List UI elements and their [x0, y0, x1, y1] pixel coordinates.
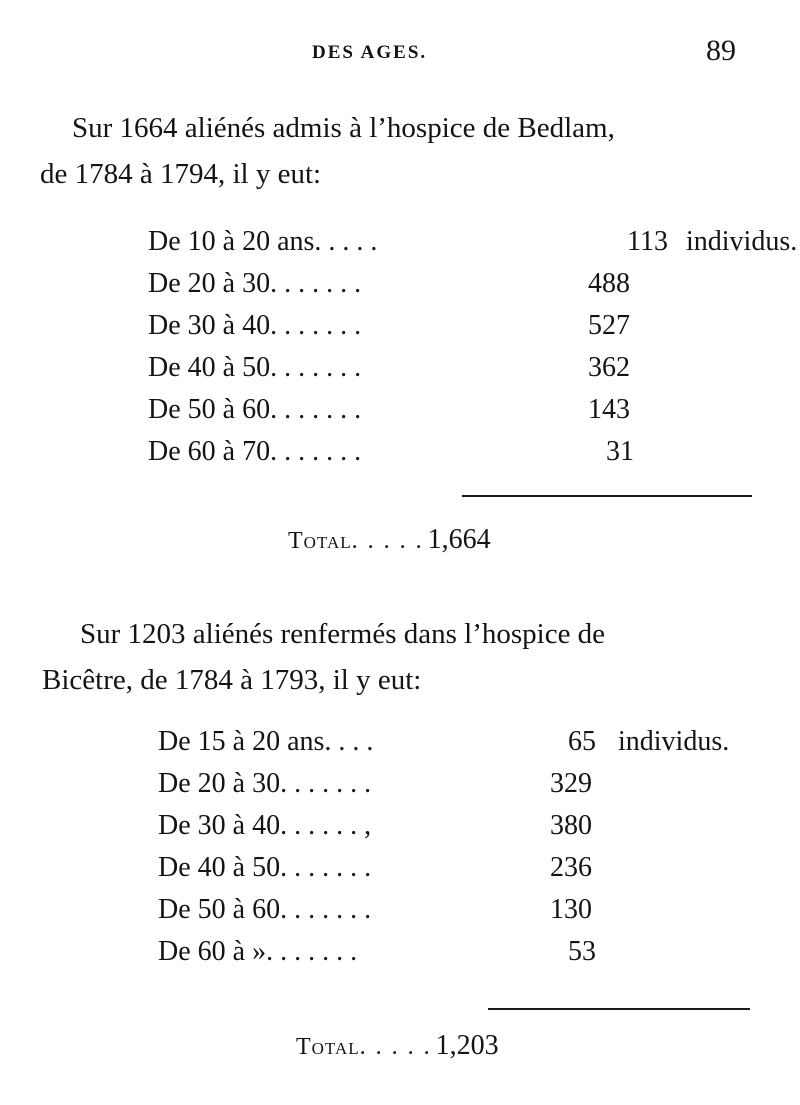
total-rule	[462, 495, 752, 497]
age-range: De 10 à 20 ans. . . . .	[148, 226, 378, 257]
table-row	[148, 222, 798, 262]
table-row	[158, 806, 768, 846]
table-row	[158, 890, 768, 930]
age-range: De 15 à 20 ans. . . .	[158, 726, 374, 757]
section2-intro-line1: Sur 1203 aliénés renfermés dans l’hospice de	[80, 618, 606, 650]
count-value: 31	[606, 436, 634, 467]
table-row	[148, 264, 768, 304]
age-range: De 40 à 50. . . . . . .	[148, 352, 362, 383]
table-row	[148, 390, 768, 430]
count-value: 113	[627, 226, 668, 257]
table-row	[158, 722, 768, 762]
page-header	[0, 34, 800, 78]
count-value: 236	[550, 852, 592, 883]
count-value: 53	[568, 936, 596, 967]
age-range: De 30 à 40. . . . . . ,	[158, 810, 372, 841]
count-value: 143	[588, 394, 630, 425]
total-label: Total	[288, 528, 352, 554]
table-row	[148, 348, 768, 388]
count-value: 130	[550, 894, 592, 925]
total-rule	[488, 1008, 750, 1010]
count-unit: individus.	[618, 726, 730, 757]
age-range: De 20 à 30. . . . . . .	[158, 768, 372, 799]
table-row	[148, 306, 768, 346]
total-dots: . . . . .	[351, 528, 424, 554]
age-range: De 60 à 70. . . . . . .	[148, 436, 362, 467]
section1-intro-line1: Sur 1664 aliénés admis à l’hospice de Bedlam,	[72, 112, 615, 144]
count-value: 380	[550, 810, 592, 841]
page-number: 89	[706, 34, 736, 67]
total-value: 1,664	[427, 524, 491, 555]
age-range: De 20 à 30. . . . . . .	[148, 268, 362, 299]
running-title: DES AGES.	[312, 42, 428, 63]
age-range: De 60 à ». . . . . . .	[158, 936, 358, 967]
table-row	[158, 848, 768, 888]
section1-intro-line2: de 1784 à 1794, il y eut:	[40, 158, 322, 190]
total-value: 1,203	[435, 1030, 499, 1061]
table-row	[148, 432, 768, 472]
count-value: 329	[550, 768, 592, 799]
total-row	[296, 1026, 499, 1066]
section2-intro-line2: Bicêtre, de 1784 à 1793, il y eut:	[42, 664, 422, 696]
table-row	[158, 932, 768, 972]
age-range: De 50 à 60. . . . . . .	[158, 894, 372, 925]
age-range: De 40 à 50. . . . . . .	[158, 852, 372, 883]
total-row	[288, 520, 491, 560]
count-value: 65	[568, 726, 596, 757]
count-value: 488	[588, 268, 630, 299]
count-value: 362	[588, 352, 630, 383]
count-value: 527	[588, 310, 630, 341]
age-range: De 30 à 40. . . . . . .	[148, 310, 362, 341]
table-row	[158, 764, 768, 804]
count-unit: individus.	[686, 226, 798, 257]
total-dots: . . . . .	[359, 1034, 432, 1060]
age-range: De 50 à 60. . . . . . .	[148, 394, 362, 425]
total-label: Total	[296, 1034, 360, 1060]
